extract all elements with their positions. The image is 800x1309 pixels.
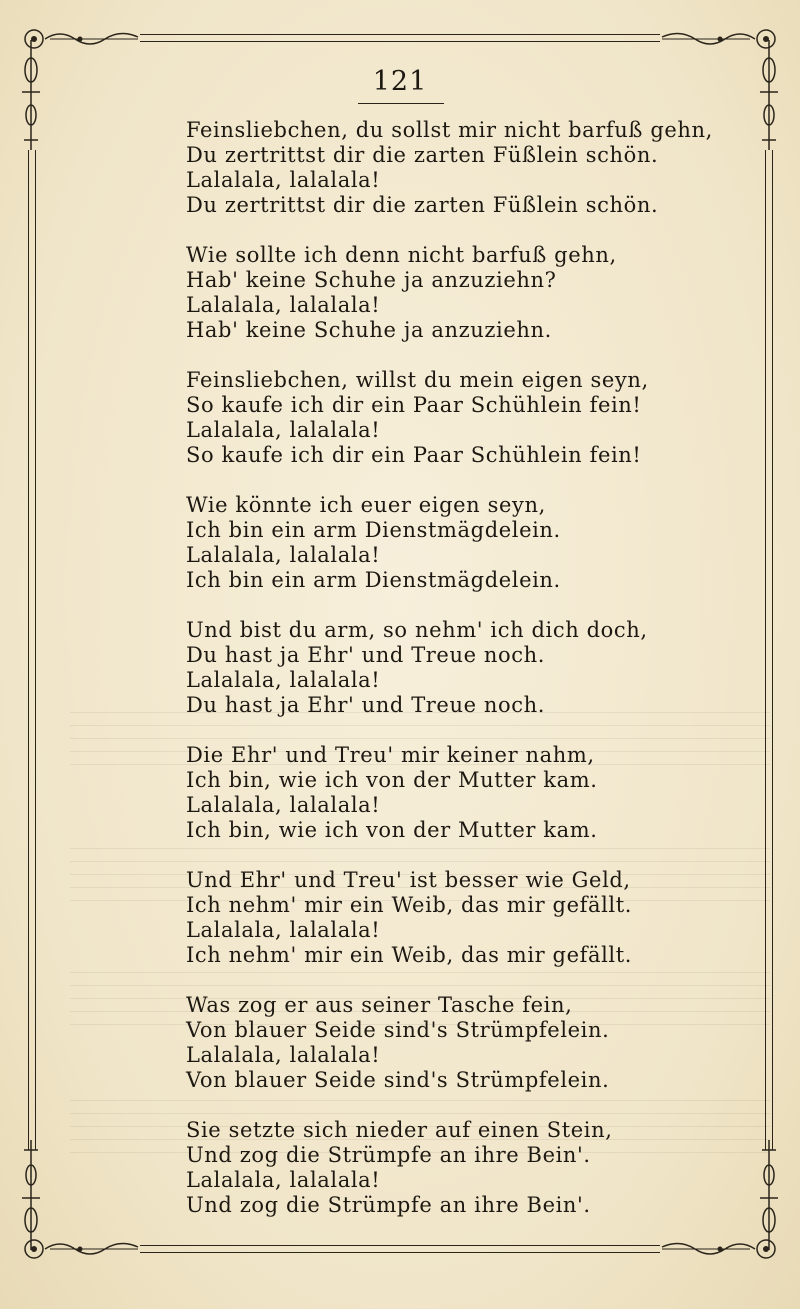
verse-line: Lalalala, lalalala! bbox=[186, 793, 381, 817]
stanza bbox=[186, 493, 666, 593]
stanza bbox=[186, 243, 666, 343]
verse-line: Wie sollte ich denn nicht barfuß gehn, bbox=[186, 243, 617, 267]
verse-line: Lalalala, lalalala! bbox=[186, 418, 381, 442]
verse-line: Und zog die Strümpfe an ihre Bein'. bbox=[186, 1193, 591, 1217]
verse-line: Lalalala, lalalala! bbox=[186, 168, 381, 192]
border-right-rule bbox=[765, 150, 773, 1150]
verse-line: Von blauer Seide sind's Strümpfelein. bbox=[186, 1068, 610, 1092]
verse-line: Ich nehm' mir ein Weib, das mir gefällt. bbox=[186, 893, 633, 917]
verse-line: Du zertrittst dir die zarten Füßlein schön. bbox=[186, 143, 659, 167]
stanza bbox=[186, 1118, 666, 1218]
side-ornament-icon bbox=[18, 1140, 44, 1250]
verse-line: Lalalala, lalalala! bbox=[186, 918, 381, 942]
verse-line: Feinsliebchen, willst du mein eigen seyn, bbox=[186, 368, 649, 392]
verse-line: Ich nehm' mir ein Weib, das mir gefällt. bbox=[186, 943, 633, 967]
verse-line: Lalalala, lalalala! bbox=[186, 543, 381, 567]
verse-line: Sie setzte sich nieder auf einen Stein, bbox=[186, 1118, 613, 1142]
verse-line: Wie könnte ich euer eigen seyn, bbox=[186, 493, 546, 517]
stanza bbox=[186, 993, 666, 1093]
verse-line: Und zog die Strümpfe an ihre Bein'. bbox=[186, 1143, 591, 1167]
stanza bbox=[186, 743, 666, 843]
page-number-rule bbox=[358, 103, 444, 104]
border-bottom-rule bbox=[140, 1245, 660, 1253]
verse-line: Lalalala, lalalala! bbox=[186, 293, 381, 317]
border-left-rule bbox=[28, 150, 36, 1150]
verse-line: Hab' keine Schuhe ja anzuziehn. bbox=[186, 318, 552, 342]
stanza bbox=[186, 618, 666, 718]
verse-line: Und bist du arm, so nehm' ich dich doch, bbox=[186, 618, 648, 642]
verse-line: Du zertrittst dir die zarten Füßlein schön. bbox=[186, 193, 659, 217]
border-top-rule bbox=[140, 34, 660, 42]
verse-line: Die Ehr' und Treu' mir keiner nahm, bbox=[186, 743, 595, 767]
verse-line: Feinsliebchen, du sollst mir nicht barfuß gehn, bbox=[186, 118, 713, 142]
verse-line: Du hast ja Ehr' und Treue noch. bbox=[186, 643, 546, 667]
stanza bbox=[186, 368, 666, 468]
verse-line: Lalalala, lalalala! bbox=[186, 1168, 381, 1192]
side-ornament-icon bbox=[756, 1140, 782, 1250]
stanza bbox=[186, 868, 666, 968]
verse-line: Ich bin ein arm Dienstmägdelein. bbox=[186, 568, 561, 592]
verse-line: Von blauer Seide sind's Strümpfelein. bbox=[186, 1018, 610, 1042]
stanza bbox=[186, 118, 713, 218]
verse-line: So kaufe ich dir ein Paar Schühlein fein! bbox=[186, 393, 642, 417]
verse-line: Du hast ja Ehr' und Treue noch. bbox=[186, 693, 546, 717]
verse-line: Und Ehr' und Treu' ist besser wie Geld, bbox=[186, 868, 631, 892]
verse-line: So kaufe ich dir ein Paar Schühlein fein! bbox=[186, 443, 642, 467]
verse-line: Was zog er aus seiner Tasche fein, bbox=[186, 993, 573, 1017]
verse-line: Ich bin ein arm Dienstmägdelein. bbox=[186, 518, 561, 542]
verse-line: Ich bin, wie ich von der Mutter kam. bbox=[186, 818, 598, 842]
page-number: 121 bbox=[372, 66, 428, 97]
verse-line: Hab' keine Schuhe ja anzuziehn? bbox=[186, 268, 557, 292]
verse-line: Lalalala, lalalala! bbox=[186, 1043, 381, 1067]
verse-line: Ich bin, wie ich von der Mutter kam. bbox=[186, 768, 598, 792]
song-text bbox=[186, 118, 713, 1243]
verse-line: Lalalala, lalalala! bbox=[186, 668, 381, 692]
